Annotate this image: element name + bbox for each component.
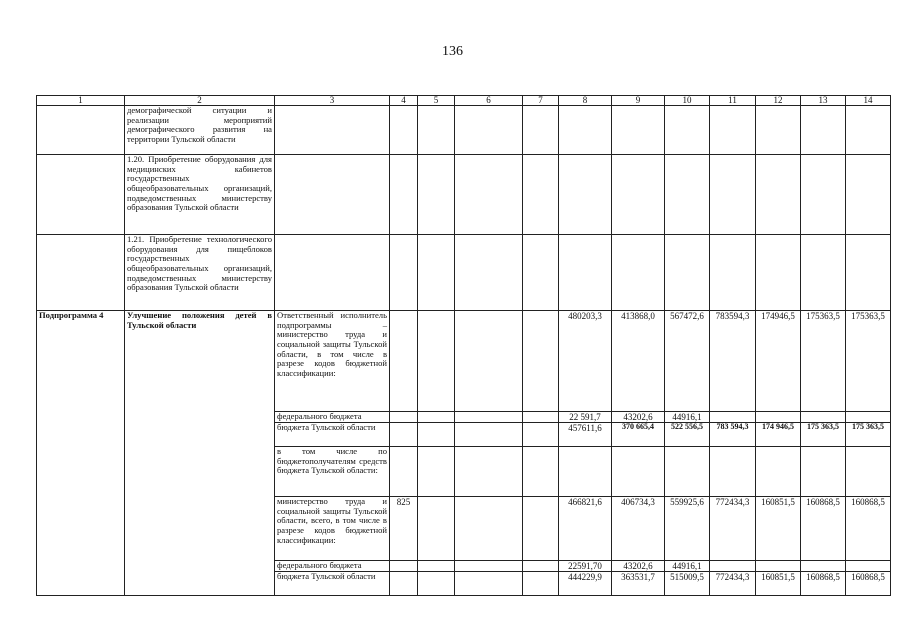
funding-source: в том числе по бюджетополучателям средств бюджета Тульской области:	[275, 447, 390, 497]
amount-cell: 406734,3	[612, 497, 665, 561]
amount-cell: 175363,5	[801, 311, 846, 412]
amount-cell: 522 556,5	[665, 423, 710, 447]
amount-cell: 480203,3	[559, 311, 612, 412]
amount-cell: 160851,5	[756, 572, 801, 596]
budget-code: 825	[390, 497, 418, 561]
amount-cell: 174946,5	[756, 311, 801, 412]
column-header: 9	[612, 96, 665, 106]
table-row	[37, 106, 891, 155]
measure-text: 1.21. Приобретение технологического оборудования для пищеблоков государственных общеобразовательных организаций, подведомственных министерству образования Тульской области	[125, 235, 275, 311]
page-number: 136	[442, 44, 463, 59]
table-row	[37, 155, 891, 235]
column-header: 5	[418, 96, 455, 106]
amount-cell: 370 665,4	[612, 423, 665, 447]
funding-source: федерального бюджета	[275, 412, 390, 423]
column-header: 1	[37, 96, 125, 106]
amount-cell: 44916,1	[665, 412, 710, 423]
amount-cell: 43202,6	[612, 561, 665, 572]
amount-cell: 772434,3	[710, 497, 756, 561]
amount-cell: 783594,3	[710, 311, 756, 412]
column-header: 4	[390, 96, 418, 106]
amount-cell: 174 946,5	[756, 423, 801, 447]
funding-source: бюджета Тульской области	[275, 423, 390, 447]
amount-cell: 175363,5	[846, 311, 891, 412]
amount-cell: 160868,5	[801, 497, 846, 561]
funding-source: Ответственный исполнитель подпрограммы – министерство труда и социальной защиты Тульской области, в том числе в разрезе кодов бюджетной классификации:	[275, 311, 390, 412]
measure-text: демографической ситуации и реализации мероприятий демографического развития на территории Тульской области	[125, 106, 275, 155]
amount-cell: 22591,70	[559, 561, 612, 572]
amount-cell: 43202,6	[612, 412, 665, 423]
header-row	[37, 96, 891, 106]
amount-cell: 363531,7	[612, 572, 665, 596]
column-header: 11	[710, 96, 756, 106]
funding-source: бюджета Тульской области	[275, 572, 390, 596]
amount-cell: 175 363,5	[846, 423, 891, 447]
funding-source: федерального бюджета	[275, 561, 390, 572]
table-row	[37, 311, 891, 412]
table-row	[37, 235, 891, 311]
subprogram-label: Подпрограмма 4	[37, 311, 125, 596]
amount-cell: 772434,3	[710, 572, 756, 596]
amount-cell: 559925,6	[665, 497, 710, 561]
amount-cell: 783 594,3	[710, 423, 756, 447]
column-header: 8	[559, 96, 612, 106]
amount-cell: 175 363,5	[801, 423, 846, 447]
subprogram-title: Улучшение положения детей в Тульской области	[125, 311, 275, 596]
column-header: 14	[846, 96, 891, 106]
column-header: 2	[125, 96, 275, 106]
column-header: 3	[275, 96, 390, 106]
amount-cell: 22 591,7	[559, 412, 612, 423]
amount-cell: 44916,1	[665, 561, 710, 572]
measure-text: 1.20. Приобретение оборудования для медицинских кабинетов государственных общеобразовательных организаций, подведомственных министерству образования Тульской области	[125, 155, 275, 235]
amount-cell: 160868,5	[801, 572, 846, 596]
column-header: 12	[756, 96, 801, 106]
amount-cell: 160868,5	[846, 497, 891, 561]
column-header: 7	[523, 96, 559, 106]
budget-table	[36, 95, 891, 596]
amount-cell: 466821,6	[559, 497, 612, 561]
column-header: 10	[665, 96, 710, 106]
amount-cell: 413868,0	[612, 311, 665, 412]
amount-cell: 444229,9	[559, 572, 612, 596]
column-header: 13	[801, 96, 846, 106]
amount-cell: 515009,5	[665, 572, 710, 596]
amount-cell: 457611,6	[559, 423, 612, 447]
funding-source: министерство труда и социальной защиты Тульской области, всего, в том числе в разрезе кодов бюджетной классификации:	[275, 497, 390, 561]
amount-cell: 160868,5	[846, 572, 891, 596]
column-header: 6	[455, 96, 523, 106]
amount-cell: 160851,5	[756, 497, 801, 561]
amount-cell: 567472,6	[665, 311, 710, 412]
